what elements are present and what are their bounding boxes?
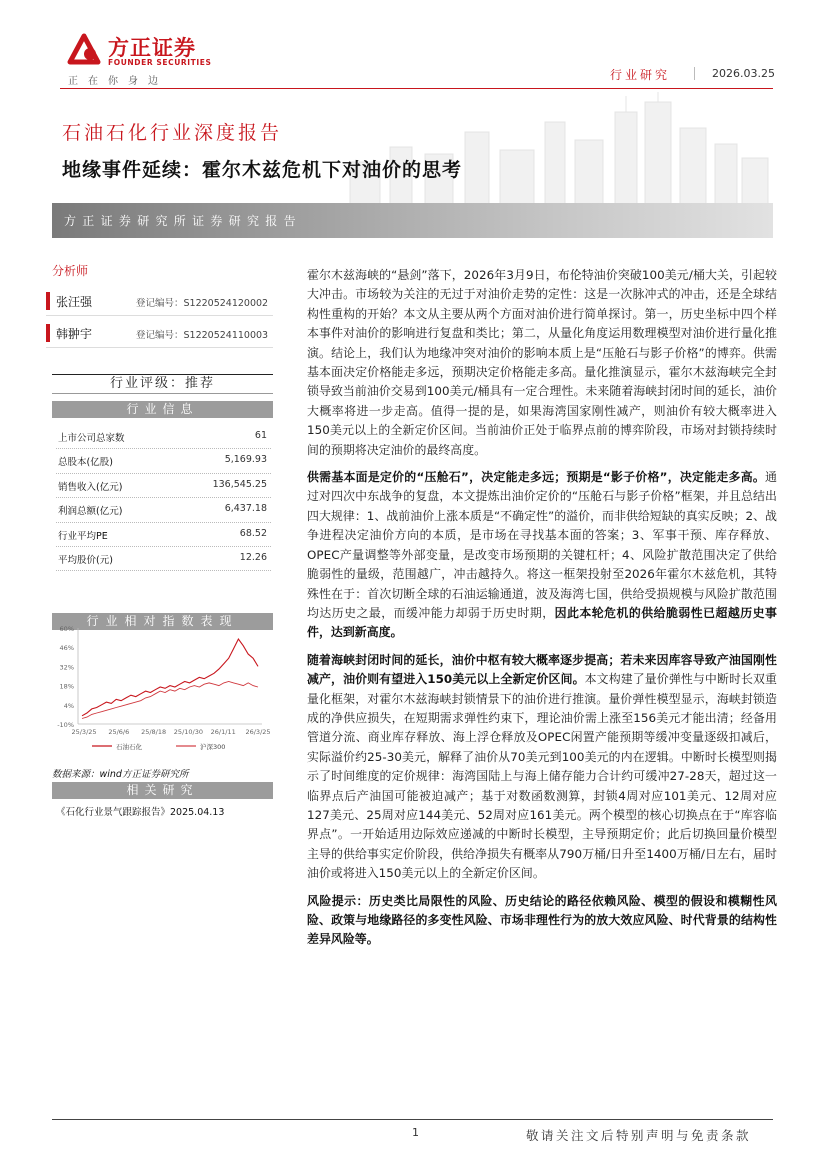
page-number: 1 xyxy=(412,1126,419,1139)
legend-label-industry: 石油石化 xyxy=(116,743,142,751)
info-label: 行业平均PE xyxy=(58,530,108,542)
info-value: 5,169.93 xyxy=(224,454,267,466)
analyst-name: 张汪强 xyxy=(56,295,93,309)
analyst-reg-number: 登记编号：S1220524120002 xyxy=(136,298,269,309)
analyst-name: 韩翀宇 xyxy=(56,327,93,341)
info-value: 136,545.25 xyxy=(212,478,267,490)
founder-logo-icon xyxy=(64,32,104,66)
x-tick-label: 25/6/6 xyxy=(108,728,130,736)
disclaimer-notice: 敬请关注文后特别声明与免责条款 xyxy=(526,1128,752,1143)
info-value: 68.52 xyxy=(239,527,267,539)
slogan: 正在你身边 xyxy=(68,76,168,87)
info-value: 12.26 xyxy=(239,551,267,563)
y-tick-label: 46% xyxy=(59,644,74,653)
relative-index-chart xyxy=(52,618,273,758)
institute-label: 方正证券研究所证券研究报告 xyxy=(64,214,302,228)
company-logo xyxy=(64,30,254,87)
report-title: 地缘事件延续：霍尔木兹危机下对油价的思考 xyxy=(62,159,463,181)
info-label: 上市公司总家数 xyxy=(58,433,125,444)
table-row xyxy=(56,523,271,547)
institute-banner xyxy=(52,203,773,238)
footer-divider xyxy=(52,1119,773,1120)
paragraph-text: 通过对四次中东战争的复盘，本文提炼出油价定价的“压舱石与影子价格”框架，并且总结出四大规律：1、战前油价上涨本质是“不确定性”的溢价，而非供给短缺的真实反映；2、战争进程决定油价方向的本质，是市场在寻找基本面的答案；3、军事干预、库存释放、OPEC产量调整等外部变量，是改变市场预期的关键杠杆；4、风险扩散范围决定了供给脆弱性的量级，范围越广，冲击越持久。将这一框架投射至2026年霍尔木兹危机，其特殊性在于：首次切断全球的石油运输通道，波及海湾七国，供给受损规模与风险扩散范围均达历史之最，而缓冲能力却弱于历史时期， xyxy=(307,470,777,620)
table-row xyxy=(56,449,271,473)
series-line-0 xyxy=(82,639,258,716)
series-line-1 xyxy=(82,682,258,719)
index-chart-heading: 行业相对指数表现 xyxy=(52,613,273,630)
analyst-entry xyxy=(46,290,273,313)
paragraph-text: 本文构建了量价弹性与中断时长双重量化框架，对霍尔木兹海峡封锁情景下的油价进行推演。量价弹性模型显示，海峡封锁造成的净供应损失，在短期需求弹性约束下，理论油价需上涨至156美元才能出清；经备用管道分流、商业库存释放、海上浮仓释放及OPEC闲置产能预期等缓冲变量逐级扣减后，实际溢价约25-30美元，解释了油价从70美元到100美元的内在逻辑。中断时长模型则揭示了时间维度的定价规律：海湾国陆上与海上储存能力合计约可缓冲27-28天，超过这一临界点后产油国可能被迫减产；基于对数函数测算，封锁4周对应101美元、12周对应127美元、25周对应144美元、52周对应161美元。两个模型的核心切换点在于“库容临界点”。一开始适用边际效应递减的中断时长模型，主导预期定价；此后切换回量价模型主导的供给事实定价阶段，供给净损失有概率从790万桶/日升至1400万桶/日左右，届时油价或将进入150美元以上的全新定价区间。 xyxy=(307,672,777,881)
y-tick-label: 60% xyxy=(59,625,74,633)
summary-paragraph xyxy=(307,266,777,460)
risk-warning: 风险提示：历史类比局限性的风险、历史结论的路径依赖风险、模型的假设和模糊性风险、政策与地缘路径的多变性风险、市场非理性行为的放大效应风险、时代背景的结构性差异风险等。 xyxy=(307,893,777,947)
paragraph-heading: 随着海峡封闭时间的延长，油价中枢有较大概率逐步提高；若未来因库容导致产油国刚性减产，油价则有望进入150美元以上全新定价区间。 xyxy=(307,652,777,687)
header-separator xyxy=(694,67,695,80)
x-tick-label: 26/1/11 xyxy=(210,728,236,736)
industry-info-heading: 行业信息 xyxy=(52,401,273,418)
legend-label-hs300: 沪深300 xyxy=(200,743,226,751)
table-row xyxy=(56,498,271,522)
paragraph-heading: 供需基本面是定价的“压舱石”，决定能走多远；预期是“影子价格”，决定能走多高。 xyxy=(307,470,766,485)
info-label: 利润总额(亿元) xyxy=(58,506,123,518)
related-research-item: 《石化行业景气跟踪报告》2025.04.13 xyxy=(56,807,225,818)
report-body xyxy=(307,266,777,950)
related-research-heading: 相关研究 xyxy=(52,782,273,799)
info-label: 总股本(亿股) xyxy=(58,457,113,469)
analyst-divider xyxy=(46,315,273,316)
logo-text-en: FOUNDER SECURITIES xyxy=(108,58,212,67)
industry-info-table xyxy=(56,425,271,571)
table-row xyxy=(56,474,271,498)
paragraph-conclusion: 因此本轮危机的供给脆弱性已超越历史事件，达到新高度。 xyxy=(307,605,777,640)
risk-paragraph xyxy=(307,892,777,950)
analyst-marker xyxy=(46,292,50,310)
table-row xyxy=(56,425,271,449)
doc-type-label: 行业研究 xyxy=(610,68,671,82)
paragraph-text: 霍尔木兹海峡的“悬剑”落下，2026年3月9日，布伦特油价突破100美元/桶大关，引起较大冲击。市场较为关注的无过于对油价走势的定性：这是一次脉冲式的冲击，还是全球结构性重构的开始？本文从主要从两个方面对油价进行简单探讨。第一，历史坐标中四个样本事件对油价的影响进行复盘和类比；第二，从量化角度运用数理模型对油价进行量化推演。结论上，我们认为地缘冲突对油价的影响本质上是“压舱石与影子价格”的博弈。供需基本面决定价格能走多远，预期决定价格能走多高。量化推演显示，霍尔木兹海峡完全封锁导致当前油价交易到100美元/桶具有一定合理性。未来随着海峡封闭时间的延长，油价大概率将进一步走高。值得一提的是，如果海湾国家刚性减产，则油价有较大概率进入150美元以上的全新定价区间。当前油价正处于临界点前的博弈阶段，市场对封锁持续时间的预期将决定油价的最终高度。 xyxy=(307,268,777,457)
industry-rating: 行业评级：推荐 xyxy=(52,374,273,394)
info-value: 6,437.18 xyxy=(224,503,267,515)
model-paragraph xyxy=(307,651,777,884)
y-tick-label: -10% xyxy=(57,721,74,729)
analyst-marker xyxy=(46,324,50,342)
analyst-heading: 分析师 xyxy=(52,264,89,278)
doc-date: 2026.03.25 xyxy=(712,67,775,80)
info-label: 平均股价(元) xyxy=(58,554,113,566)
report-category: 石油石化行业深度报告 xyxy=(62,122,283,144)
logo-text-cn: 方正证券 xyxy=(108,36,196,60)
x-tick-label: 26/3/25 xyxy=(245,728,271,736)
table-row xyxy=(56,547,271,571)
y-tick-label: 18% xyxy=(59,682,74,691)
x-tick-label: 25/3/25 xyxy=(71,728,97,736)
analyst-entry xyxy=(46,322,273,345)
framework-paragraph xyxy=(307,468,777,643)
analyst-reg-number: 登记编号：S1220524110003 xyxy=(136,330,269,341)
header-divider xyxy=(60,88,773,89)
chart-source: 数据来源：wind方正证券研究所 xyxy=(52,769,189,780)
analyst-divider xyxy=(46,347,273,348)
info-label: 销售收入(亿元) xyxy=(58,481,123,493)
x-tick-label: 25/8/18 xyxy=(141,728,167,736)
y-tick-label: 4% xyxy=(63,701,74,710)
y-tick-label: 32% xyxy=(59,663,74,672)
info-value: 61 xyxy=(254,430,267,441)
city-skyline-watermark xyxy=(330,92,773,204)
x-tick-label: 25/10/30 xyxy=(173,728,204,736)
